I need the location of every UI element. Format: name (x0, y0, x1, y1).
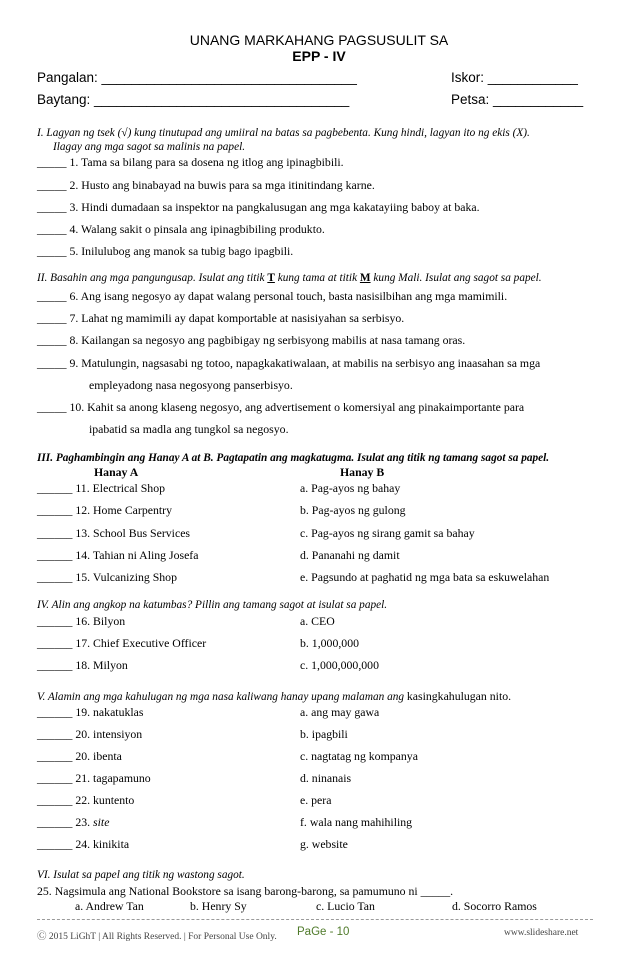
choice-4c: c. 1,000,000,000 (300, 658, 379, 672)
part3-instruction: III. Paghambingin ang Hanay A at B. Pagtapatin ang magkatugma. Isulat ang titik ng tamang sagot sa papel. (37, 452, 550, 464)
choice-5a: a. ang may gawa (300, 705, 380, 719)
question-10: _____ 10. Kahit sa anong klaseng negosyo, ang advertisement o komersiyal ang pinakaimportante para (37, 400, 525, 414)
choice-3b: b. Pag-ayos ng gulong (300, 503, 406, 517)
choice-4a: a. CEO (300, 614, 335, 628)
part2-instruction (37, 272, 542, 284)
question-23-blank: ______ 23. (37, 815, 94, 829)
part5-instruction (37, 689, 511, 704)
exam-title: UNANG MARKAHANG PAGSUSULIT SA (189, 32, 449, 48)
question-6: _____ 6. Ang isang negosyo ay dapat walang personal touch, basta nasisilbihan ang mga mamimili. (37, 289, 508, 303)
question-21: ______ 21. tagapamuno (37, 771, 151, 785)
choice-6a: a. Andrew Tan (75, 899, 144, 913)
question-9-cont: empleyadong nasa negosyong panserbisyo. (89, 378, 293, 392)
question-9: _____ 9. Matulungin, nagsasabi ng totoo, napagkakatiwalaan, at mabilis na serbisyo ang inaasahan sa mga (37, 356, 541, 370)
part4-instruction: IV. Alin ang angkop na katumbas? Pillin ang tamang sagot at isulat sa papel. (37, 599, 388, 611)
question-3: _____ 3. Hindi dumadaan sa inspektor na pangkalusugan ang mga kakatayiing baboy at baka. (37, 200, 480, 214)
choice-5b: b. ipagbili (300, 727, 348, 741)
iskor-field: Iskor: ____________ (451, 70, 578, 85)
question-20b: ______ 20. ibenta (37, 749, 122, 763)
question-14: ______ 14. Tahian ni Aling Josefa (37, 548, 199, 562)
choice-5e: e. pera (300, 793, 332, 807)
part2-t-letter: T (267, 272, 275, 284)
footer-copyright: Ⓒ 2015 LiGhT | All Rights Reserved. | For Personal Use Only. (37, 932, 277, 942)
part2-instr-a: II. Basahin ang mga pangungusap. Isulat ang titik (37, 272, 268, 284)
question-5: _____ 5. Inilulubog ang manok sa tubig bago ipagbili. (37, 244, 294, 258)
choice-3d: d. Pananahi ng damit (300, 548, 400, 562)
question-24: ______ 24. kinikita (37, 837, 130, 851)
question-16: ______ 16. Bilyon (37, 614, 126, 628)
exam-subtitle: EPP - IV (292, 48, 346, 64)
footer-divider (37, 919, 593, 920)
question-23 (37, 815, 109, 830)
question-17: ______ 17. Chief Executive Officer (37, 636, 207, 650)
part2-m-letter: M (359, 272, 371, 284)
choice-5g: g. website (300, 837, 348, 851)
footer-page-number (297, 926, 349, 938)
petsa-field: Petsa: ____________ (451, 92, 584, 107)
question-1: _____ 1. Tama sa bilang para sa dosena ng itlog ang ipinagbibili. (37, 155, 344, 169)
choice-5c: c. nagtatag ng kompanya (300, 749, 418, 763)
part5-instr-a: V. Alamin ang mga kahulugan ng mga nasa kaliwang hanay upang malaman ang (37, 691, 407, 703)
choice-5d: d. ninanais (300, 771, 352, 785)
choice-3a: a. Pag-ayos ng bahay (300, 481, 401, 495)
page-number: PaGe - 10 (297, 926, 350, 938)
question-22: ______ 22. kuntento (37, 793, 135, 807)
question-25: 25. Nagsimula ang National Bookstore sa isang barong-barong, sa pamumuno ni _____. (37, 884, 454, 898)
part1-instruction-2: Ilagay ang mga sagot sa malinis na papel. (53, 141, 246, 153)
question-19: ______ 19. nakatuklas (37, 705, 144, 719)
question-8: _____ 8. Kailangan sa negosyo ang pagbibigay ng serbisyong mabilis at nasa tamang oras. (37, 333, 466, 347)
question-23-word: site (93, 815, 110, 829)
question-15: ______ 15. Vulcanizing Shop (37, 570, 177, 584)
question-2: _____ 2. Husto ang binabayad na buwis para sa mga itinitindang karne. (37, 178, 375, 192)
question-4: _____ 4. Walang sakit o pinsala ang ipinagbibiling produkto. (37, 222, 325, 236)
choice-6b: b. Henry Sy (190, 899, 247, 913)
choice-4b: b. 1,000,000 (300, 636, 359, 650)
part5-instr-b: kasingkahulugan nito. (406, 689, 512, 703)
baytang-field: Baytang: __________________________________ (37, 92, 350, 107)
hanay-b-heading: Hanay B (340, 465, 385, 479)
pangalan-field: Pangalan: __________________________________ (37, 70, 357, 85)
question-12: ______ 12. Home Carpentry (37, 503, 172, 517)
choice-3c: c. Pag-ayos ng sirang gamit sa bahay (300, 526, 475, 540)
part1-instruction: I. Lagyan ng tsek (√) kung tinutupad ang umiiral na batas sa pagbebenta. Kung hindi, lagyan ito ng ekis (X). (37, 127, 530, 139)
part2-instr-c: kung Mali. Isulat ang sagot sa papel. (370, 272, 542, 284)
question-11: ______ 11. Electrical Shop (37, 481, 165, 495)
question-10-cont: ipabatid sa madla ang tungkol sa negosyo. (89, 422, 289, 436)
question-20: ______ 20. intensiyon (37, 727, 143, 741)
question-18: ______ 18. Milyon (37, 658, 128, 672)
choice-6c: c. Lucio Tan (316, 899, 375, 913)
hanay-a-heading: Hanay A (94, 465, 139, 479)
question-7: _____ 7. Lahat ng mamimili ay dapat komportable at nasisiyahan sa serbisyo. (37, 311, 405, 325)
footer-site: www.slideshare.net (504, 928, 579, 938)
choice-3e: e. Pagsundo at paghatid ng mga bata sa eskuwelahan (300, 570, 550, 584)
choice-5f: f. wala nang mahihiling (300, 815, 413, 829)
part2-instr-b: kung tama at titik (274, 272, 360, 284)
question-13: ______ 13. School Bus Services (37, 526, 191, 540)
choice-6d: d. Socorro Ramos (452, 899, 537, 913)
part6-instruction: VI. Isulat sa papel ang titik ng wastong sagot. (37, 869, 245, 881)
